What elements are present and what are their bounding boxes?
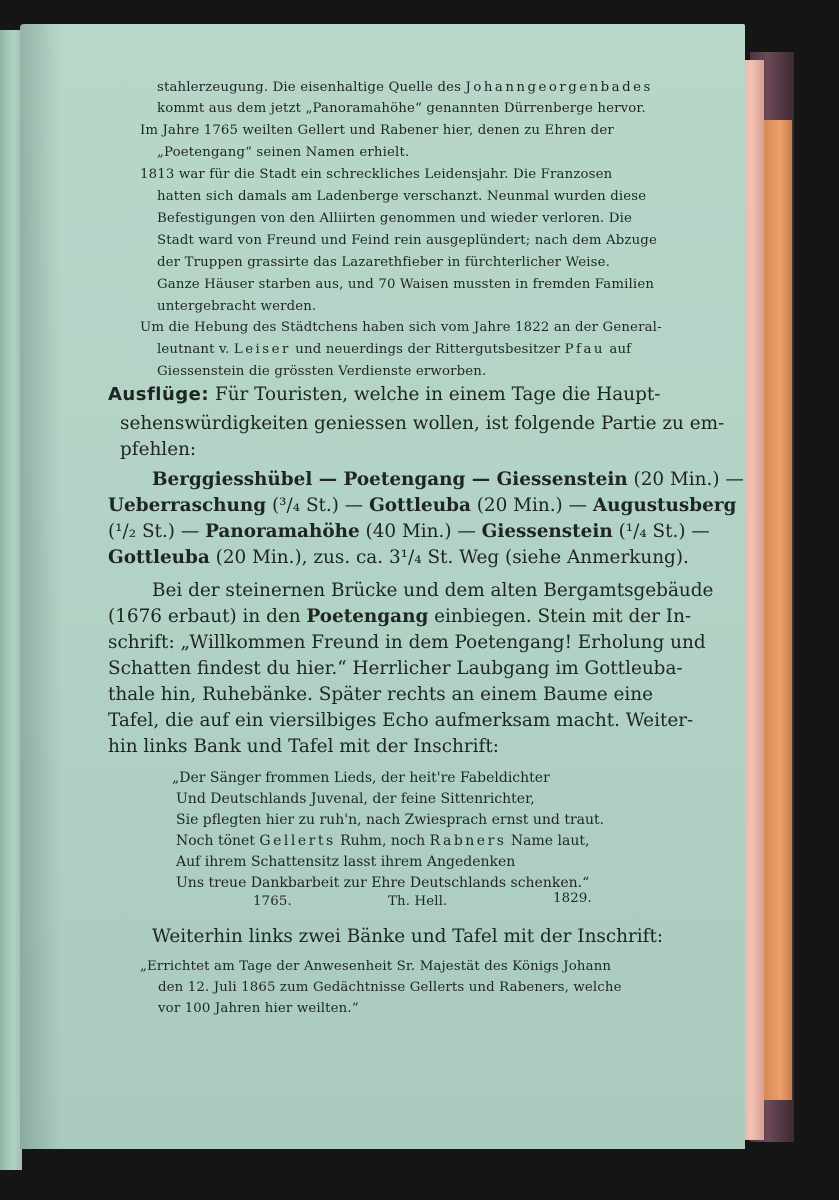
text-line: Befestigungen von den Alliirten genommen und wieder verloren. Die xyxy=(157,211,633,226)
route-line xyxy=(108,547,689,568)
route-line xyxy=(152,469,744,490)
left-page-edge xyxy=(0,30,22,1170)
text-fragment: stahlerzeugung. Die eisenhaltige Quelle des xyxy=(157,80,462,95)
text-fragment: einbiegen. Stein mit der In- xyxy=(434,606,692,627)
poem-year-end: 1829. xyxy=(553,891,592,906)
inscription-line: „Errichtet am Tage der Anwesenheit Sr. Majestät des Königs Johann xyxy=(140,959,612,974)
route-stop: Ueberraschung xyxy=(108,495,267,516)
inscription-line: den 12. Juli 1865 zum Gedächtnisse Gellerts und Rabeners, welche xyxy=(158,980,622,995)
place-name: Poetengang xyxy=(306,606,429,627)
text-line: schrift: „Willkommen Freund in dem Poetengang! Erholung und xyxy=(108,632,706,653)
poem-line: Uns treue Dankbarbeit zur Ehre Deutschlands schenken.“ xyxy=(176,875,590,891)
text-line: Ganze Häuser starben aus, und 70 Waisen mussten in fremden Familien xyxy=(157,277,655,292)
text-line: thale hin, Ruhebänke. Später rechts an einem Baume eine xyxy=(108,684,653,705)
text-line xyxy=(157,342,631,357)
text-line: 1813 war für die Stadt ein schreckliches Leidensjahr. Die Franzosen xyxy=(140,167,613,182)
route-time: (20 Min.) — xyxy=(476,495,587,516)
text-fragment: leutnant v. xyxy=(157,342,230,357)
text-line: Um die Hebung des Städtchens haben sich vom Jahre 1822 an der General- xyxy=(140,320,662,335)
route-time: (20 Min.), zus. ca. 3¹/₄ St. Weg (siehe Anmerkung). xyxy=(215,547,689,568)
route-time: (20 Min.) — xyxy=(633,469,744,490)
text-line: Weiterhin links zwei Bänke und Tafel mit der Inschrift: xyxy=(152,926,664,947)
route-time: (¹/₂ St.) — xyxy=(108,521,200,542)
text-fragment: Name laut, xyxy=(510,833,590,849)
poem-line: Auf ihrem Schattensitz lasst ihrem Angedenken xyxy=(176,854,516,870)
route-stop: Augustusberg xyxy=(592,495,737,516)
text-line: Stadt ward von Freund und Feind rein ausgeplündert; nach dem Abzuge xyxy=(157,233,657,248)
text-line: Tafel, die auf ein viersilbiges Echo aufmerksam macht. Weiter- xyxy=(108,710,694,731)
poem-line: Sie pflegten hier zu ruh'n, nach Zwiesprach ernst und traut. xyxy=(176,812,605,828)
poem-author: Th. Hell. xyxy=(388,894,448,909)
text-line: pfehlen: xyxy=(120,439,197,460)
spaced-name: Gellerts xyxy=(259,833,336,849)
spaced-name: Rabners xyxy=(429,833,507,849)
spaced-name: Leiser xyxy=(233,342,291,357)
route-stop: Gottleuba xyxy=(108,547,210,568)
text-line: untergebracht werden. xyxy=(157,299,317,314)
excursions-line xyxy=(108,384,661,405)
book-spine xyxy=(764,120,792,1100)
text-fragment: auf xyxy=(609,342,632,357)
text-line: kommt aus dem jetzt „Panoramahöhe“ genannten Dürrenberge hervor. xyxy=(157,101,646,116)
text-line: Schatten findest du hier.“ Herrlicher Laubgang im Gottleuba- xyxy=(108,658,683,679)
text-fragment: Noch tönet xyxy=(176,833,255,849)
route-time: (³/₄ St.) — xyxy=(271,495,364,516)
section-heading: Ausflüge: xyxy=(108,384,210,405)
route-line xyxy=(108,521,710,542)
poem-line: Und Deutschlands Juvenal, der feine Sittenrichter, xyxy=(176,791,535,807)
text-line: der Truppen grassirte das Lazarethfieber in fürchterlicher Weise. xyxy=(157,255,611,270)
poem-year-start: 1765. xyxy=(253,894,292,909)
route-stop: Panoramahöhe xyxy=(205,521,360,542)
text-line: sehenswürdigkeiten geniessen wollen, ist folgende Partie zu em- xyxy=(120,413,725,434)
route-stop: Giessenstein xyxy=(481,521,613,542)
text-fragment: (1676 erbaut) in den xyxy=(108,606,301,627)
text-line: hatten sich damals am Ladenberge verschanzt. Neunmal wurden diese xyxy=(157,189,647,204)
text-line xyxy=(157,80,653,95)
poem-line: „Der Sänger frommen Lieds, der heit're Fabeldichter xyxy=(172,770,550,786)
text-fragment: Ruhm, noch xyxy=(340,833,426,849)
text-fragment: und neuerdings der Rittergutsbesitzer xyxy=(295,342,561,357)
spaced-name: Pfau xyxy=(564,342,605,357)
text-line: Giessenstein die grössten Verdienste erworben. xyxy=(157,364,487,379)
spaced-name: Johanngeorgenbades xyxy=(465,80,653,95)
route-line xyxy=(108,495,736,516)
route-time: (40 Min.) — xyxy=(365,521,476,542)
book-page xyxy=(20,24,745,1149)
route-stop: Gottleuba xyxy=(369,495,471,516)
page-gutter-shadow xyxy=(20,24,60,1149)
text-line: Im Jahre 1765 weilten Gellert und Rabener hier, denen zu Ehren der xyxy=(140,123,614,138)
text-line: „Poetengang“ seinen Namen erhielt. xyxy=(157,145,410,160)
text-fragment: Für Touristen, welche in einem Tage die Haupt- xyxy=(214,384,661,405)
inscription-line: vor 100 Jahren hier weilten.“ xyxy=(158,1001,359,1016)
text-line: hin links Bank und Tafel mit der Inschrift: xyxy=(108,736,499,757)
route-stops: Berggiesshübel — Poetengang — Giessenstein xyxy=(152,469,628,490)
text-line: Bei der steinernen Brücke und dem alten Bergamtsgebäude xyxy=(152,580,714,601)
route-time: (¹/₄ St.) — xyxy=(618,521,710,542)
poem-line xyxy=(176,833,589,849)
text-line xyxy=(108,606,691,627)
